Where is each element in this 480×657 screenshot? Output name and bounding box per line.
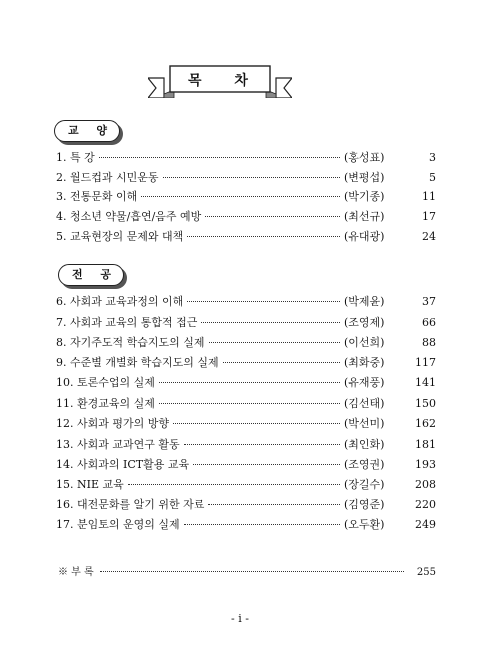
- dot-leader: [159, 402, 340, 404]
- entry-author: (김선태): [344, 397, 385, 410]
- section-badge-general: [54, 120, 120, 142]
- appendix-page: 255: [416, 567, 436, 578]
- entry-page: 208: [415, 478, 436, 491]
- toc-entry: [56, 190, 436, 204]
- appendix-label: ※ 부 록: [58, 567, 94, 578]
- dot-leader: [209, 341, 341, 343]
- toc-entry: [56, 316, 436, 330]
- dot-leader: [128, 483, 340, 485]
- entry-page: 5: [429, 171, 436, 184]
- entry-title: 10. 토론수업의 실제: [56, 376, 155, 389]
- toc-entry: [56, 210, 436, 224]
- dot-leader: [205, 215, 340, 217]
- entry-title: 14. 사회과의 ICT활용 교육: [56, 458, 190, 471]
- dot-leader: [184, 523, 340, 525]
- section-label: 전 공: [71, 268, 119, 281]
- entry-author: (이선희): [344, 336, 385, 349]
- entry-title: 8. 자기주도적 학습지도의 실제: [56, 336, 205, 349]
- dot-leader: [159, 381, 340, 383]
- toc-entry: [56, 356, 436, 370]
- entry-title: 15. NIE 교육: [56, 478, 124, 491]
- section-badge-major: [58, 264, 124, 286]
- toc-entry: [56, 230, 436, 244]
- entry-page: 181: [415, 438, 436, 451]
- entry-title: 1. 특 강: [56, 151, 95, 164]
- toc-entry: [56, 151, 436, 165]
- entry-title: 3. 전통문화 이해: [56, 190, 138, 203]
- dot-leader: [99, 156, 340, 158]
- toc-entry: [56, 458, 436, 472]
- entry-page: 24: [422, 230, 436, 243]
- entry-page: 3: [429, 151, 436, 164]
- dot-leader: [141, 195, 340, 197]
- dot-leader: [184, 443, 340, 445]
- dot-leader: [163, 176, 341, 178]
- entry-page: 150: [415, 397, 436, 410]
- entry-page: 37: [422, 295, 436, 308]
- entry-author: (최선규): [344, 210, 385, 223]
- entry-title: 6. 사회과 교육과정의 이해: [56, 295, 184, 308]
- entry-author: (홍성표): [344, 151, 385, 164]
- dot-leader: [223, 361, 340, 363]
- entry-author: (유대광): [344, 230, 385, 243]
- toc-entry: [56, 397, 436, 411]
- toc-entry: [56, 438, 436, 452]
- toc-entry: [56, 478, 436, 492]
- entry-page: 193: [415, 458, 436, 471]
- toc-entry: [56, 295, 436, 309]
- dot-leader: [187, 235, 340, 237]
- entry-title: 9. 수준별 개별화 학습지도의 실제: [56, 356, 219, 369]
- entry-title: 2. 월드컵과 시민운동: [56, 171, 159, 184]
- entry-title: 16. 대전문화를 알기 위한 자료: [56, 498, 205, 511]
- entry-author: (김영준): [344, 498, 385, 511]
- toc-entry: [56, 376, 436, 390]
- entry-title: 4. 청소년 약물/흡연/음주 예방: [56, 210, 202, 223]
- toc-entry: [56, 498, 436, 512]
- entry-title: 5. 교육현장의 문제와 대책: [56, 230, 184, 243]
- entry-page: 11: [422, 190, 436, 203]
- dot-leader: [208, 503, 340, 505]
- dot-leader: [201, 321, 340, 323]
- entry-author: (조영권): [344, 458, 385, 471]
- entry-author: (최화중): [344, 356, 385, 369]
- toc-entry: [56, 417, 436, 431]
- toc-entry: [56, 171, 436, 185]
- appendix-entry: [58, 566, 436, 580]
- title-banner: [148, 64, 292, 98]
- entry-page: 249: [415, 518, 436, 531]
- page-number-footer: - i -: [231, 612, 249, 625]
- section-label: 교 양: [67, 124, 115, 137]
- entry-author: (오두환): [344, 518, 385, 531]
- toc-entry: [56, 336, 436, 350]
- entry-page: 141: [415, 376, 436, 389]
- toc-entry: [56, 518, 436, 532]
- entry-page: 162: [415, 417, 436, 430]
- entry-title: 13. 사회과 교과연구 활동: [56, 438, 180, 451]
- entry-page: 117: [415, 356, 436, 369]
- entry-author: (최인화): [344, 438, 385, 451]
- dot-leader: [100, 570, 404, 572]
- dot-leader: [187, 300, 340, 302]
- entry-author: (박제윤): [344, 295, 385, 308]
- entry-title: 11. 환경교육의 실제: [56, 397, 155, 410]
- entry-author: (박선미): [344, 417, 385, 430]
- entry-author: (조영제): [344, 316, 385, 329]
- entry-title: 7. 사회과 교육의 통합적 접근: [56, 316, 198, 329]
- dot-leader: [193, 463, 340, 465]
- entry-page: 220: [415, 498, 436, 511]
- page-title: 목 차: [188, 73, 262, 89]
- entry-page: 88: [422, 336, 436, 349]
- entry-author: (유재풍): [344, 376, 385, 389]
- entry-author: (변평섭): [344, 171, 385, 184]
- entry-title: 12. 사회과 평가의 방향: [56, 417, 169, 430]
- entry-author: (장길수): [344, 478, 385, 491]
- entry-page: 66: [422, 316, 436, 329]
- entry-title: 17. 분임토의 운영의 실제: [56, 518, 180, 531]
- dot-leader: [173, 422, 340, 424]
- entry-author: (박기종): [344, 190, 385, 203]
- entry-page: 17: [422, 210, 436, 223]
